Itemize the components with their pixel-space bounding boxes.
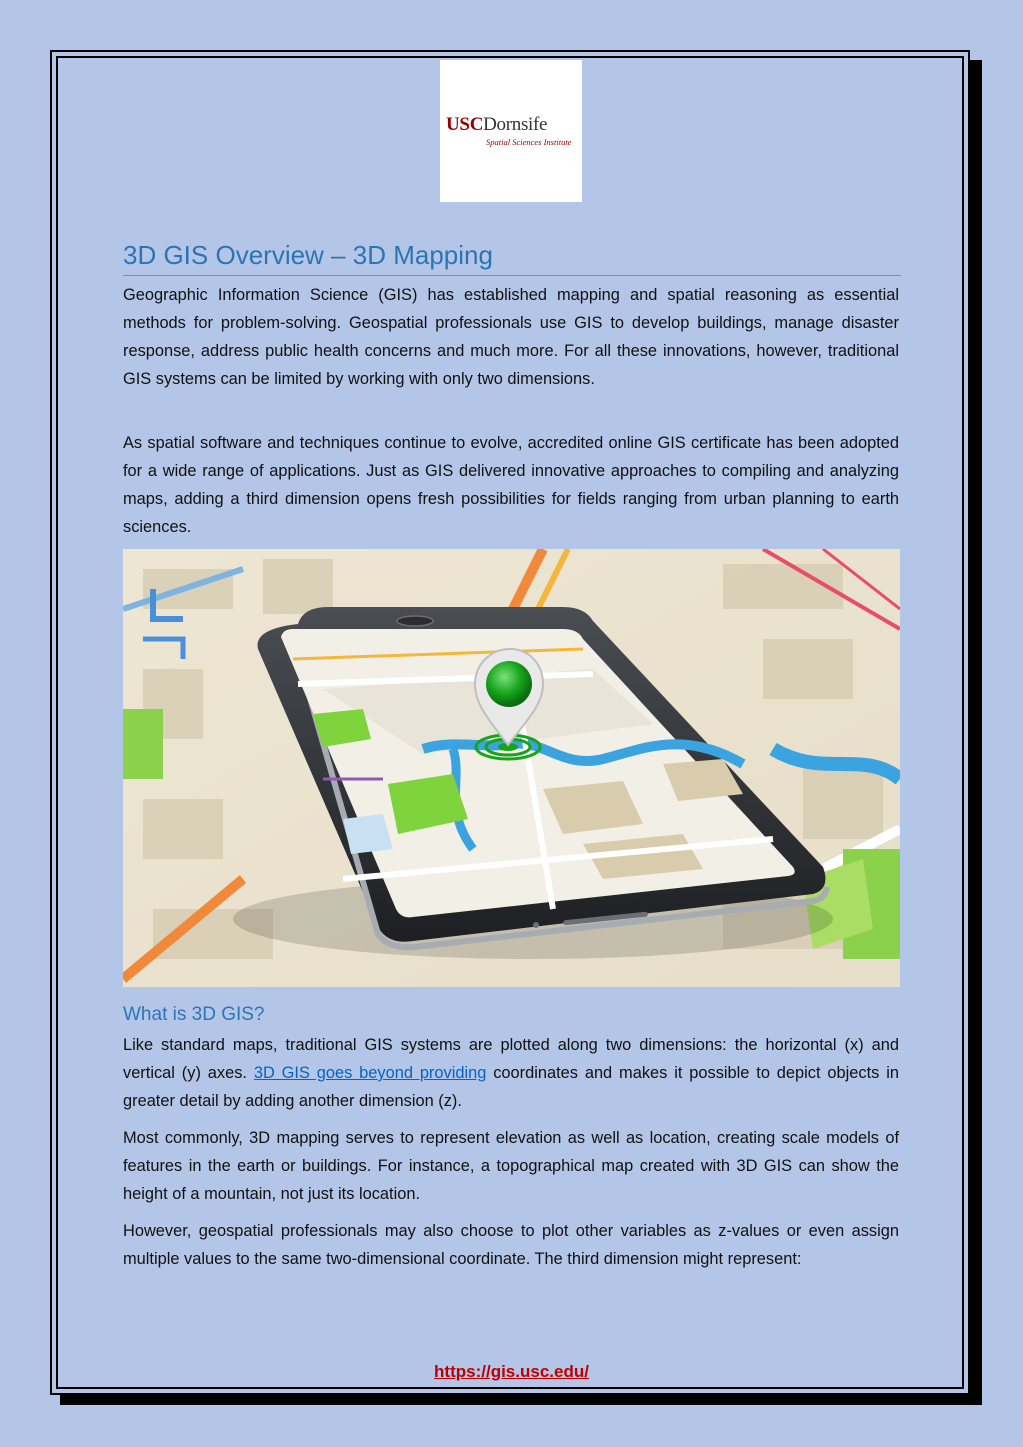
section-paragraph-3: However, geospatial professionals may also choose to plot other variables as z-values or even assign multiple values to the same two-dimensional coordinate. The third dimension might represent: [123,1222,899,1268]
logo-subtitle: Spatial Sciences Institute [486,137,572,147]
smartphone-map-pin-icon [123,549,900,987]
section-heading: What is 3D GIS? [123,1004,265,1025]
title-underline [123,275,901,276]
section-paragraph-1: Like standard maps, traditional GIS systems are plotted along two dimensions: the horizontal (x) and vertical (y) axes. 3D GIS goes beyond providing coordinates and makes it possible to depict objects in greater detail by adding another dimension (z). [123,1036,899,1110]
intro-paragraph-2: As spatial software and techniques continue to evolve, accredited online GIS certificate has been adopted for a wide range of applications. Just as GIS delivered innovative approaches to compiling and analyzing maps, adding a third dimension opens fresh possibilities for fields ranging from urban planning to earth sciences. [123,434,899,536]
3d-gis-link[interactable]: 3D GIS goes beyond providing [253,1064,487,1082]
intro-paragraph-1: Geographic Information Science (GIS) has established mapping and spatial reasoning as essential methods for problem-solving. Geospatial professionals use GIS to develop buildings, manage disaster response, address public health concerns and much more. For all these innovations, however, traditional GIS systems can be limited by working with only two dimensions. [123,286,899,388]
page-title: 3D GIS Overview – 3D Mapping [123,240,493,270]
footer-url-link[interactable]: https://gis.usc.edu/ [434,1362,589,1381]
section-paragraph-2: Most commonly, 3D mapping serves to represent elevation as well as location, creating scale models of features in the earth or buildings. For instance, a topographical map created with 3D GIS can show the height of a mountain, not just its location. [123,1129,899,1203]
usc-dornsife-logo [440,60,582,202]
logo-wordmark: USCDornsife [446,114,548,135]
